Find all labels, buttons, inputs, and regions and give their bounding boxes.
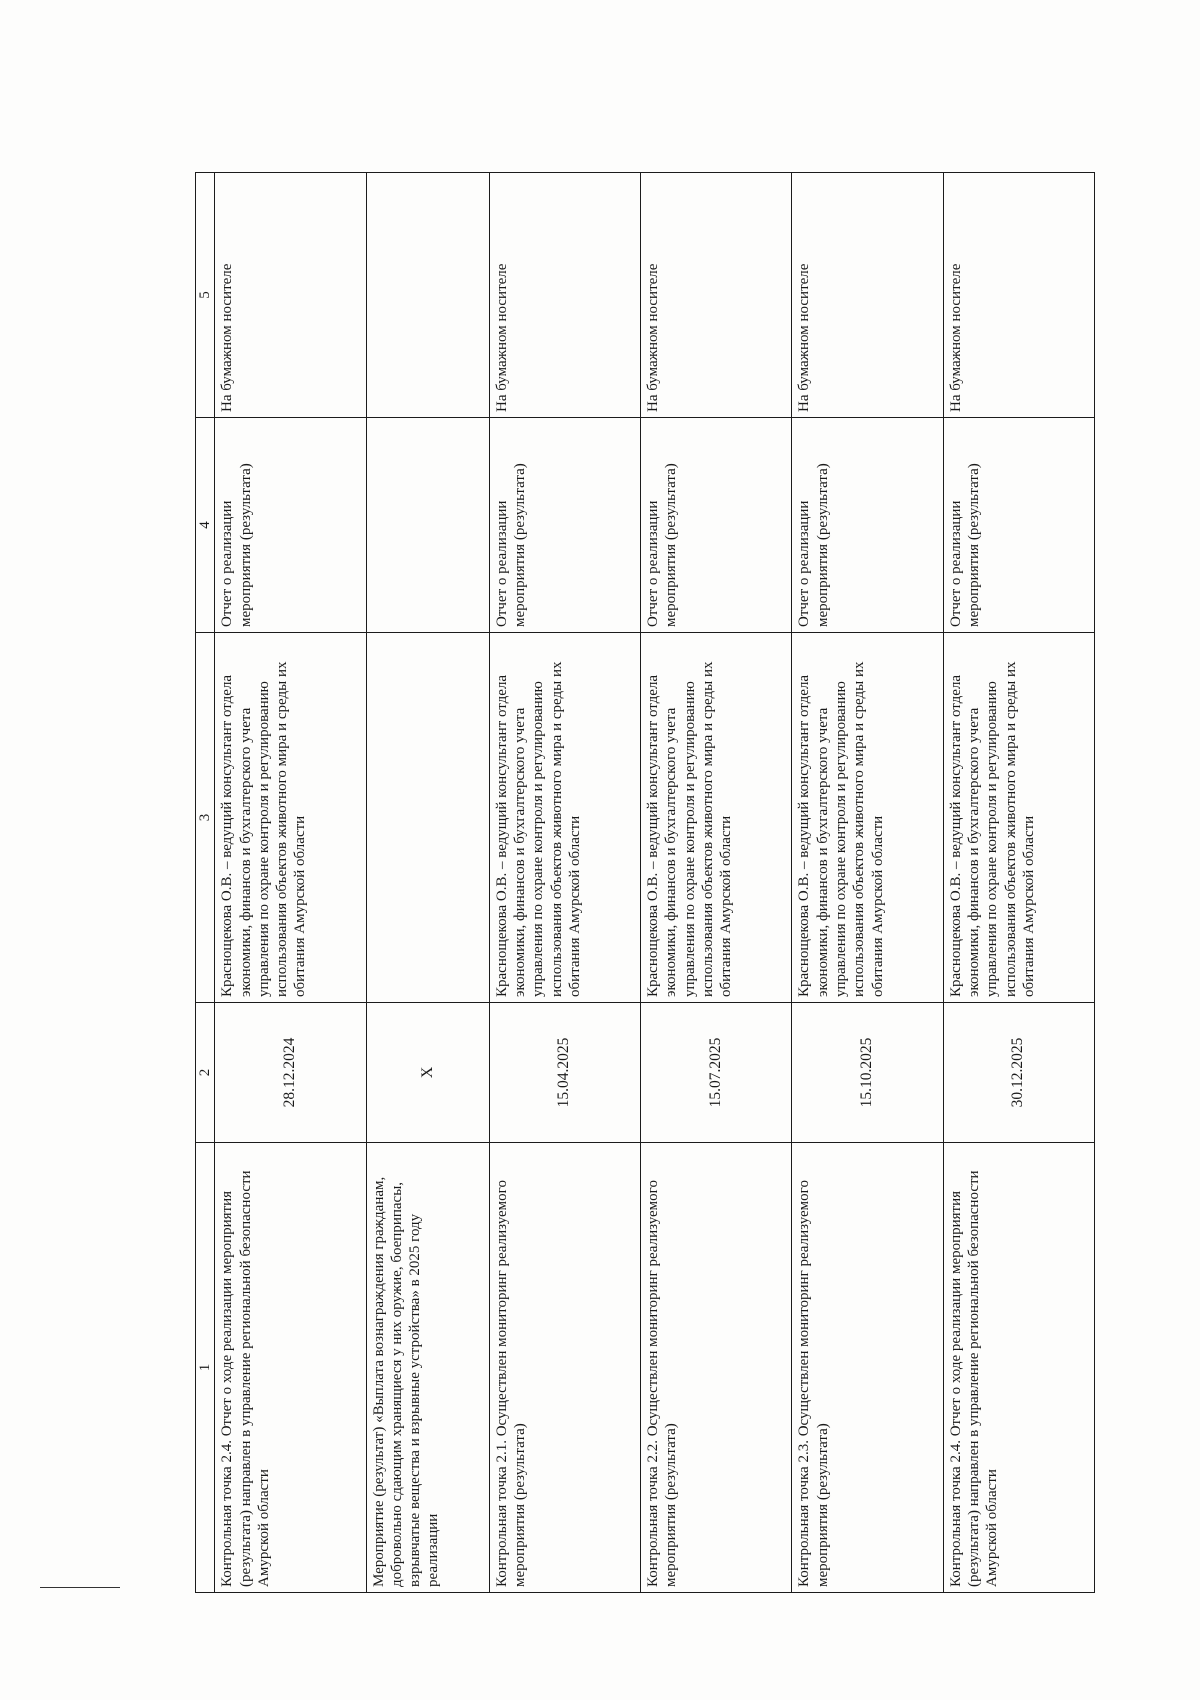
control-points-table — [195, 172, 1095, 1593]
row-medium: На бумажном носителе — [792, 173, 943, 418]
header-col-2: 2 — [196, 1003, 215, 1143]
table-row — [943, 173, 1094, 1593]
row-document: Отчет о реализации мероприятия (результата) — [489, 418, 640, 633]
row-responsible: Краснощекова О.В. – ведущий консультант отдела экономики, финансов и бухгалтерского учета управления по охране контроля и регулированию использования объектов животного мира и среды их обитания Амурской области — [792, 633, 943, 1003]
row-date: 15.10.2025 — [792, 1003, 943, 1143]
header-col-3: 3 — [196, 633, 215, 1003]
table-row — [215, 173, 366, 1593]
row-name: Мероприятие (результат) «Выплата вознаграждения гражданам, добровольно сдающим хранящиеся у них оружие, боеприпасы, взрывчатые вещества и взрывные устройства» в 2025 году реализации — [366, 1143, 489, 1593]
header-row — [196, 173, 215, 1593]
row-date: 28.12.2024 — [215, 1003, 366, 1143]
row-medium: На бумажном носителе — [489, 173, 640, 418]
row-date: Х — [366, 1003, 489, 1143]
row-responsible: Краснощекова О.В. – ведущий консультант отдела экономики, финансов и бухгалтерского учета управления по охране контроля и регулированию использования объектов животного мира и среды их обитания Амурской области — [215, 633, 366, 1003]
row-medium: На бумажном носителе — [215, 173, 366, 418]
row-responsible: Краснощекова О.В. – ведущий консультант отдела экономики, финансов и бухгалтерского учета управления по охране контроля и регулированию использования объектов животного мира и среды их обитания Амурской области — [489, 633, 640, 1003]
row-medium — [366, 173, 489, 418]
header-col-5: 5 — [196, 173, 215, 418]
row-name: Контрольная точка 2.2. Осуществлен мониторинг реализуемого мероприятия (результата) — [641, 1143, 792, 1593]
row-document: Отчет о реализации мероприятия (результата) — [215, 418, 366, 633]
row-document — [366, 418, 489, 633]
row-name: Контрольная точка 2.4. Отчет о ходе реализации мероприятия (результата) направлен в управление региональной безопасности Амурской области — [943, 1143, 1094, 1593]
row-medium: На бумажном носителе — [641, 173, 792, 418]
row-responsible: Краснощекова О.В. – ведущий консультант отдела экономики, финансов и бухгалтерского учета управления по охране контроля и регулированию использования объектов животного мира и среды их обитания Амурской области — [943, 633, 1094, 1003]
row-responsible — [366, 633, 489, 1003]
rotated-table-wrapper — [195, 173, 1095, 1593]
table-row — [489, 173, 640, 1593]
row-name: Контрольная точка 2.4. Отчет о ходе реализации мероприятия (результата) направлен в управление региональной безопасности Амурской области — [215, 1143, 366, 1593]
row-date: 15.07.2025 — [641, 1003, 792, 1143]
table-row — [792, 173, 943, 1593]
row-responsible: Краснощекова О.В. – ведущий консультант отдела экономики, финансов и бухгалтерского учета управления по охране контроля и регулированию использования объектов животного мира и среды их обитания Амурской области — [641, 633, 792, 1003]
header-col-1: 1 — [196, 1143, 215, 1593]
margin-rule — [40, 1587, 120, 1588]
row-medium: На бумажном носителе — [943, 173, 1094, 418]
header-col-4: 4 — [196, 418, 215, 633]
row-document: Отчет о реализации мероприятия (результата) — [943, 418, 1094, 633]
table-row — [366, 173, 489, 1593]
row-date: 15.04.2025 — [489, 1003, 640, 1143]
row-name: Контрольная точка 2.3. Осуществлен мониторинг реализуемого мероприятия (результата) — [792, 1143, 943, 1593]
row-date: 30.12.2025 — [943, 1003, 1094, 1143]
row-document: Отчет о реализации мероприятия (результата) — [641, 418, 792, 633]
row-name: Контрольная точка 2.1. Осуществлен мониторинг реализуемого мероприятия (результата) — [489, 1143, 640, 1593]
row-document: Отчет о реализации мероприятия (результата) — [792, 418, 943, 633]
table-row — [641, 173, 792, 1593]
